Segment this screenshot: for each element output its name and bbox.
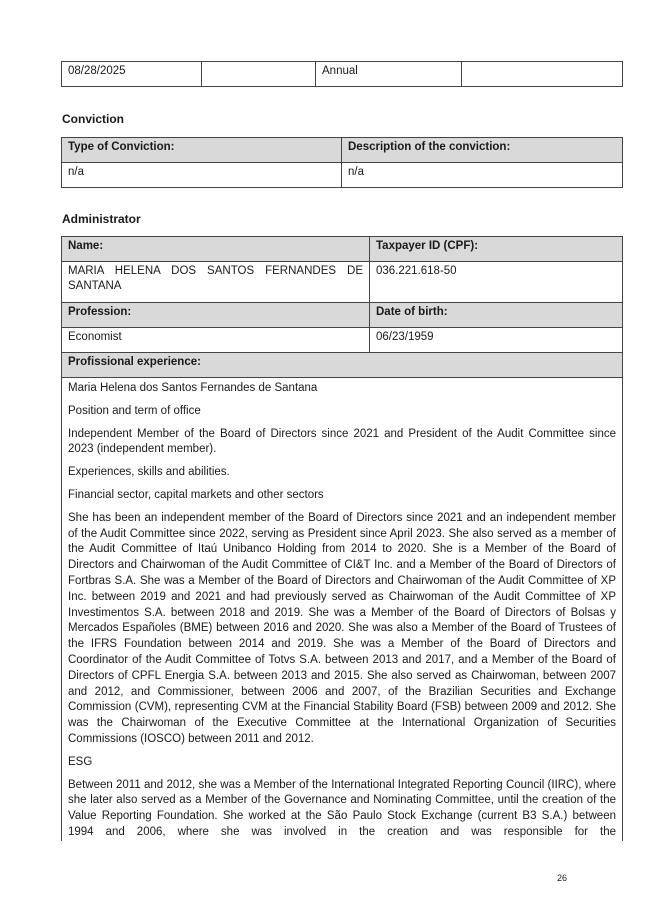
administrator-table [61, 236, 623, 841]
name-label: Name: [62, 237, 370, 262]
dob-value: 06/23/1959 [370, 328, 623, 353]
conviction-type-header: Type of Conviction: [62, 138, 342, 163]
table-row [62, 237, 623, 262]
top-table [61, 61, 623, 87]
conviction-description-header: Description of the conviction: [342, 138, 623, 163]
conviction-type-value: n/a [62, 163, 342, 188]
experience-label: Profissional experience: [62, 353, 623, 378]
profession-value: Economist [62, 328, 370, 353]
taxpayer-value: 036.221.618-50 [370, 262, 623, 303]
experience-paragraph: ESG [68, 755, 93, 768]
table-row [62, 62, 623, 87]
experience-paragraph: Position and term of office [68, 404, 201, 417]
table-row [62, 328, 623, 353]
date-cell: 08/28/2025 [62, 62, 202, 87]
experience-body [62, 378, 623, 841]
page-number: 26 [557, 873, 568, 883]
table-row [62, 378, 623, 841]
taxpayer-label: Taxpayer ID (CPF): [370, 237, 623, 262]
empty-cell [462, 62, 623, 87]
administrator-title: Administrator [62, 212, 141, 226]
empty-cell [202, 62, 316, 87]
experience-paragraph: Experiences, skills and abilities. [68, 466, 230, 479]
name-value: MARIA HELENA DOS SANTOS FERNANDES DE SANTANA [62, 262, 370, 303]
dob-label: Date of birth: [370, 303, 623, 328]
table-row [62, 303, 623, 328]
experience-paragraph: She has been an independent member of the Board of Directors since 2021 and an independent member of the Audit Committee since 2022, serving as President since April 2023. She also served as a member of the Audit Committee of Itaú Unibanco Holding from 2014 to 2020. She is a Member of the Board of Directors and Chairwoman of the Audit Committee of CI&T Inc. and a Member of the Board of Directors of Fortbras S.A. She was a Member of the Board of Directors and Chairwoman of the Audit Committee of XP Inc. between 2019 and 2021 and had previously served as Chairwoman of the Audit Committee of XP Investimentos S.A. between 2018 and 2019. She was a Member of the Board of Directors of Bolsas y Mercados Españoles (BME) between 2016 and 2020. She was also a Member of the Board of Trustees of the IFRS Foundation between 2014 and 2019. She was a Member of the Board of Directors and Coordinator of the Audit Committee of Totvs S.A. between 2013 and 2017, and a Member of the Board of Directors of CPFL Energia S.A. between 2013 and 2015. She also served as Chairwoman, between 2007 and 2012, and Commissioner, between 2006 and 2007, of the Brazilian Securities and Exchange Commission (CVM), representing CVM at the Financial Stability Board (FSB) between 2009 and 2012. She was the Chairwoman of the Executive Committee at the International Organization of Securities Commissions (IOSCO) between 2011 and 2012. [68, 511, 616, 745]
conviction-title: Conviction [62, 112, 124, 126]
conviction-description-value: n/a [342, 163, 623, 188]
experience-paragraph: Financial sector, capital markets and other sectors [68, 488, 324, 501]
type-cell: Annual [316, 62, 462, 87]
experience-paragraph: Independent Member of the Board of Directors since 2021 and President of the Audit Committee since 2023 (independent member). [68, 427, 616, 456]
profession-label: Profession: [62, 303, 370, 328]
table-row [62, 138, 623, 163]
conviction-table [61, 137, 623, 188]
experience-paragraph: Between 2011 and 2012, she was a Member of the International Integrated Reporting Council (IIRC), where she later also served as a Member of the Governance and Nominating Committee, until the creation of the Value Reporting Foundation. She worked at the São Paulo Stock Exchange (current B3 S.A.) between 1994 and 2006, where she was involved in the creation and was responsible for the [68, 778, 616, 838]
table-row [62, 353, 623, 378]
table-row [62, 163, 623, 188]
experience-paragraph: Maria Helena dos Santos Fernandes de Santana [68, 382, 318, 394]
table-row [62, 262, 623, 303]
